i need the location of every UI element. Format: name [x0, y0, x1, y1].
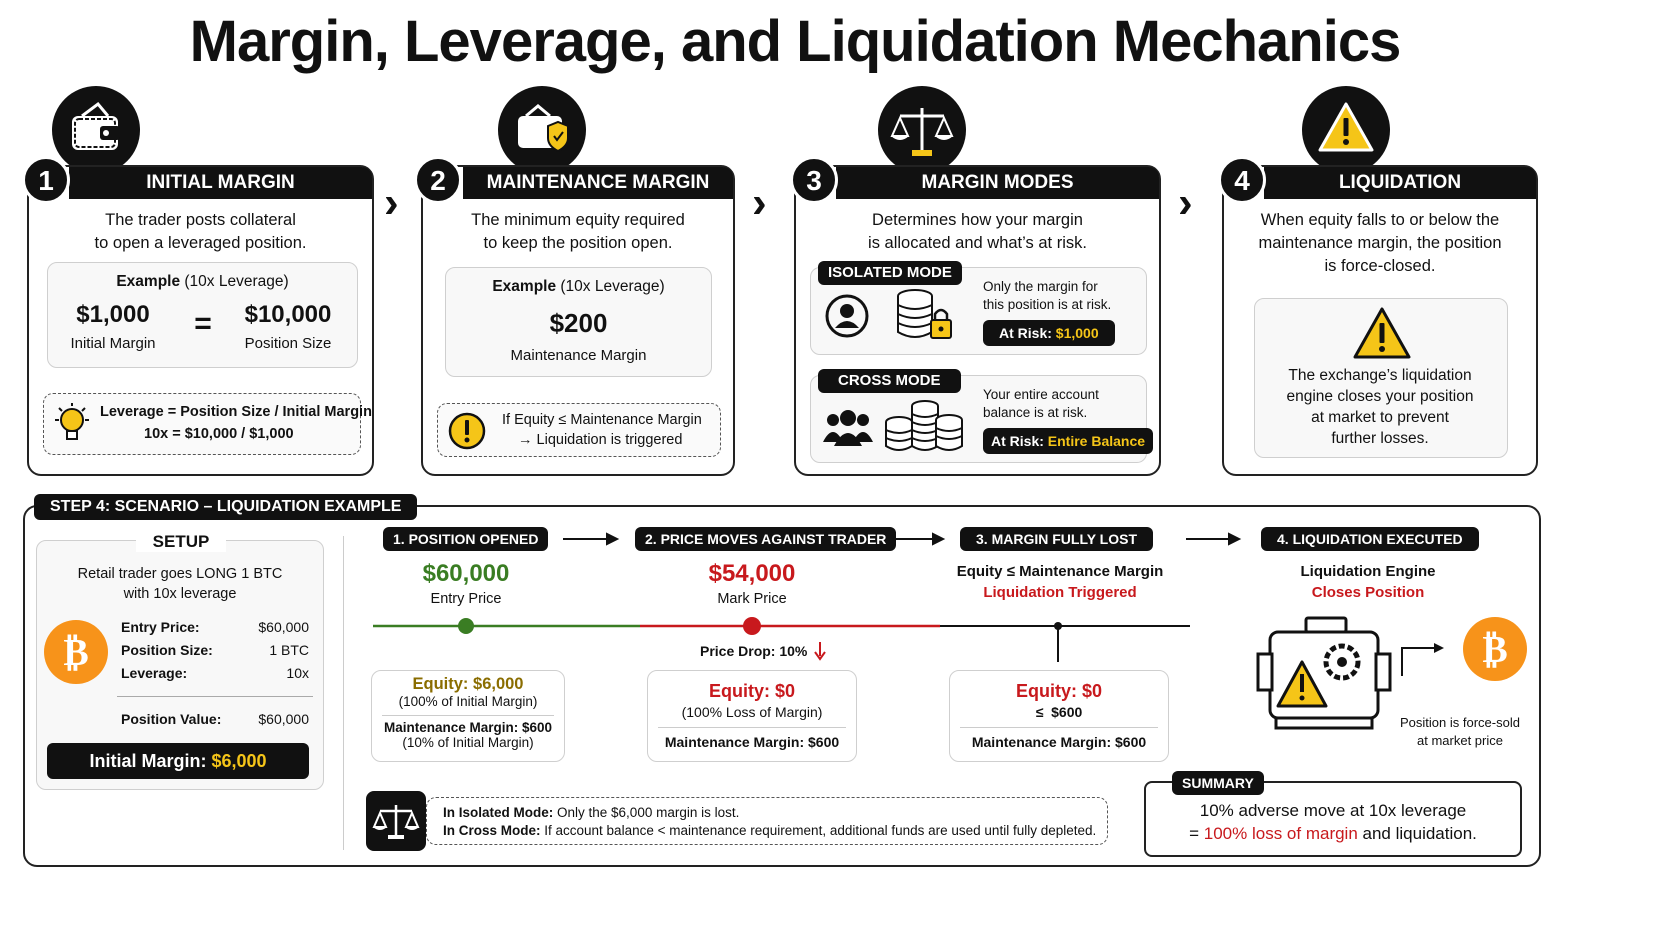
badge-label: Initial Margin: — [89, 751, 212, 771]
price-drop: Price Drop: 10% — [700, 643, 808, 659]
engine-icon — [1254, 614, 1394, 737]
example-sub: (10x Leverage) — [556, 278, 665, 295]
equity-sub: ≤ $600 — [1035, 704, 1083, 720]
isolated-desc: this position is at risk. — [983, 297, 1112, 312]
risk-value: $1,000 — [1055, 325, 1099, 341]
step-number: 3 — [790, 156, 838, 204]
example-label: Example — [492, 278, 557, 295]
initial-margin-value: $1,000 — [76, 301, 150, 328]
equity-label: Equity: $0 — [708, 681, 796, 701]
page-title: Margin, Leverage, and Liquidation Mechanics — [189, 9, 1401, 74]
mark-price-label: Mark Price — [717, 591, 787, 607]
force-sold-note: Position is force-sold — [1400, 715, 1520, 730]
equity-label: Equity: $6,000 — [412, 675, 524, 693]
summary-pre: = — [1189, 824, 1204, 843]
equity-sub: (100% Loss of Margin) — [681, 704, 823, 720]
card-header: INITIAL MARGIN — [69, 167, 372, 199]
card-desc-line: to open a leveraged position. — [94, 234, 307, 252]
force-sold-note: at market price — [1417, 733, 1503, 748]
note-text: Only the $6,000 margin is lost. — [553, 805, 740, 820]
position-value-key: Position Value: — [121, 711, 222, 727]
stage3-equity-box — [949, 670, 1169, 762]
card-header: MAINTENANCE MARGIN — [463, 167, 733, 199]
stage-tag: 3. MARGIN FULLY LOST — [960, 527, 1153, 551]
maintenance-sub: (10% of Initial Margin) — [402, 735, 534, 750]
example-sub: (10x Leverage) — [180, 273, 289, 290]
card-desc-line: is force-closed. — [1324, 257, 1436, 275]
setup-value: $60,000 — [258, 619, 309, 635]
cross-desc: balance is at risk. — [983, 405, 1088, 420]
stage-tag: 2. PRICE MOVES AGAINST TRADER — [635, 527, 896, 551]
card-desc-line: is allocated and what’s at risk. — [868, 234, 1087, 252]
setup-title: SETUP — [136, 532, 226, 552]
stage3-line: Liquidation Triggered — [983, 584, 1137, 601]
summary-highlight: 100% loss of margin — [1203, 824, 1358, 843]
trigger-line: If Equity ≤ Maintenance Margin — [502, 412, 702, 428]
entry-marker — [458, 618, 474, 634]
chevron-right-icon: › — [384, 178, 399, 227]
summary-tag: SUMMARY — [1172, 771, 1264, 795]
svg-text:₿: ₿ — [1482, 627, 1508, 671]
setup-desc: Retail trader goes LONG 1 BTC — [77, 566, 283, 582]
badge-value: $6,000 — [211, 751, 267, 771]
chevron-right-icon: › — [752, 178, 767, 227]
leverage-example: 10x = $10,000 / $1,000 — [144, 426, 294, 442]
step-number: 4 — [1218, 156, 1266, 204]
card-desc-line: The minimum equity required — [471, 211, 685, 229]
modes-note-box — [426, 797, 1108, 845]
card-desc-line: Determines how your margin — [872, 211, 1083, 229]
scenario-tag: STEP 4: SCENARIO – LIQUIDATION EXAMPLE — [34, 494, 417, 520]
setup-key: Leverage: — [121, 665, 188, 681]
summary-line: 10% adverse move at 10x leverage — [1199, 801, 1467, 820]
mark-marker — [743, 617, 761, 635]
liquidation-text: engine closes your position — [1286, 388, 1474, 405]
example-label: Example — [116, 273, 181, 290]
card-desc-line: maintenance margin, the position — [1258, 234, 1502, 252]
position-size-value: $10,000 — [244, 301, 332, 328]
initial-margin-label: Initial Margin — [70, 335, 156, 352]
entry-price-label: Entry Price — [430, 591, 502, 607]
step-number: 1 — [22, 156, 70, 204]
maintenance-label: Maintenance Margin: $600 — [383, 720, 553, 735]
risk-label: At Risk: — [999, 325, 1056, 341]
stage3-line: Equity ≤ Maintenance Margin — [956, 563, 1164, 580]
setup-key: Position Size: — [121, 642, 213, 658]
position-value: $60,000 — [258, 711, 309, 727]
mark-price: $54,000 — [708, 560, 796, 587]
trigger-line: → Liquidation is triggered — [518, 432, 683, 448]
liquidation-text: at market to prevent — [1311, 409, 1449, 426]
stage4-line: Closes Position — [1311, 584, 1425, 601]
equity-label: Equity: $0 — [1015, 681, 1103, 701]
setup-desc: with 10x leverage — [123, 586, 237, 602]
stage-tag: 4. LIQUIDATION EXECUTED — [1261, 527, 1479, 551]
setup-value: 10x — [286, 665, 309, 681]
cross-mode-tag: CROSS MODE — [818, 369, 961, 393]
entry-price: $60,000 — [422, 560, 510, 587]
stage-tag: 1. POSITION OPENED — [383, 527, 548, 551]
stage1-equity-box — [371, 670, 565, 762]
setup-value: 1 BTC — [269, 642, 309, 658]
liquidation-text: further losses. — [1331, 430, 1429, 447]
card-header: LIQUIDATION — [1264, 167, 1536, 199]
arrow-down-icon — [815, 642, 825, 659]
risk-label: At Risk: — [991, 433, 1048, 449]
summary-post: and liquidation. — [1357, 824, 1477, 843]
card-header: MARGIN MODES — [836, 167, 1159, 199]
card-desc-line: to keep the position open. — [483, 234, 673, 252]
note-key: In Isolated Mode: — [443, 805, 554, 820]
card-desc-line: When equity falls to or below the — [1260, 211, 1500, 229]
setup-key: Entry Price: — [121, 619, 200, 635]
maintenance-label: Maintenance Margin — [510, 347, 647, 364]
maintenance-label: Maintenance Margin: $600 — [971, 734, 1147, 750]
bitcoin-icon — [1462, 616, 1528, 687]
svg-text:₿: ₿ — [63, 630, 89, 674]
leverage-formula: Leverage = Position Size / Initial Margin — [100, 404, 372, 420]
isolated-desc: Only the margin for — [983, 279, 1098, 294]
maintenance-value: $200 — [549, 308, 608, 338]
stage2-equity-box — [647, 670, 857, 762]
note-text: If account balance < maintenance requirement, additional funds are used until fully depleted. — [540, 823, 1097, 838]
isolated-mode-tag: ISOLATED MODE — [818, 261, 962, 285]
cross-desc: Your entire account — [983, 387, 1099, 402]
note-key: In Cross Mode: — [443, 823, 541, 838]
maintenance-label: Maintenance Margin: $600 — [664, 734, 840, 750]
card-desc-line: The trader posts collateral — [105, 211, 296, 229]
risk-value: Entire Balance — [1047, 433, 1146, 449]
equity-sub: (100% of Initial Margin) — [398, 694, 538, 709]
equals-sign: = — [194, 307, 212, 340]
position-size-label: Position Size — [244, 335, 332, 352]
chevron-right-icon: › — [1178, 178, 1193, 227]
step-number: 2 — [414, 156, 462, 204]
scales-icon — [366, 791, 426, 851]
stage4-line: Liquidation Engine — [1300, 563, 1436, 580]
liquidation-text: The exchange’s liquidation — [1288, 367, 1472, 384]
